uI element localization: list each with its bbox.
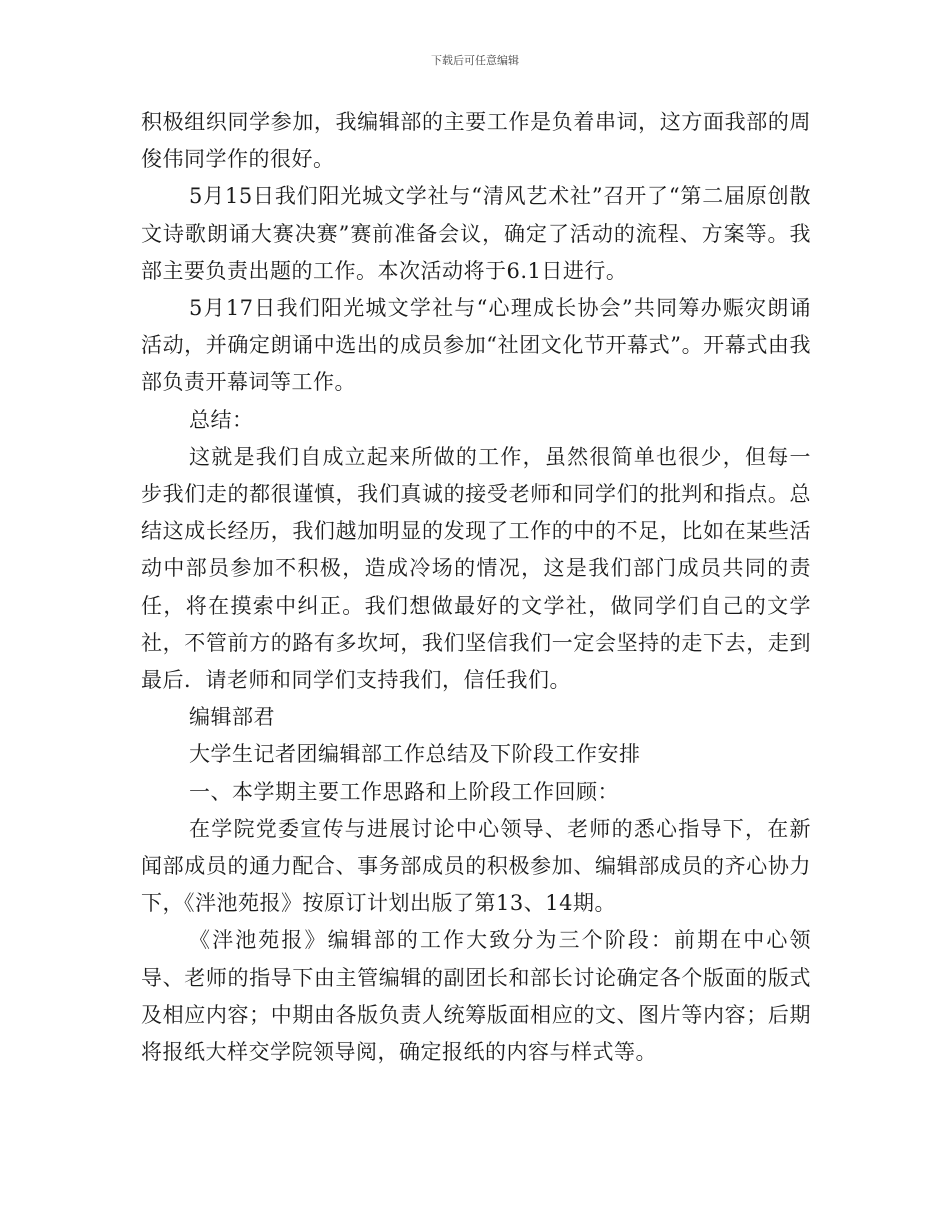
section-title: 大学生记者团编辑部工作总结及下阶段工作安排 (189, 742, 641, 767)
paragraph-summary: 这就是我们自成立起来所做的工作，虽然很简单也很少，但每一步我们走的都很谨慎，我们真诚的接受老师和同学们的批判和指点。总结这成长经历，我们越加明显的发现了工作的中的不足，比如在某些活动中部员参加不积极，造成冷场的情况，这是我们部门成员共同的责任，将在摸索中纠正。我们想做最好的文学社，做同学们自己的文学社，不管前方的路有多坎坷，我们坚信我们一定会坚持的走下去，走到最后．请老师和同学们支持我们，信任我们。 (141, 444, 811, 693)
summary-heading: 总结： (189, 407, 254, 432)
subsection-heading: 一、本学期主要工作思路和上阶段工作回顾： (189, 779, 619, 804)
document-body (141, 104, 811, 1071)
paragraph-continuation: 积极组织同学参加，我编辑部的主要工作是负着串词，这方面我部的周俊伟同学作的很好。 (141, 110, 811, 172)
signature: 编辑部君 (189, 705, 275, 730)
paragraph-guidance: 在学院党委宣传与进展讨论中心领导、老师的悉心指导下，在新闻部成员的通力配合、事务部成员的积极参加、编辑部成员的齐心协力下，《泮池苑报》按原订计划出版了第13、14期。 (141, 816, 811, 916)
paragraph-may15-meeting: 5月15日我们阳光城文学社与“清风艺术社”召开了“第二届原创散文诗歌朗诵大赛决赛”赛前准备会议，确定了活动的流程、方案等。我部主要负责出题的工作。本次活动将于6.1日进行。 (141, 184, 811, 283)
paragraph-may17-event: 5月17日我们阳光城文学社与“心理成长协会”共同筹办赈灾朗诵活动，并确定朗诵中选出的成员参加“社团文化节开幕式”。开幕式由我部负责开幕词等工作。 (141, 296, 811, 395)
page-header: 下载后可任意编辑 (431, 54, 519, 67)
paragraph-work-stages: 《泮池苑报》编辑部的工作大致分为三个阶段：前期在中心领导、老师的指导下由主管编辑的副团长和部长讨论确定各个版面的版式及相应内容；中期由各版负责人统筹版面相应的文、图片等内容；后期将报纸大样交学院领导阅，确定报纸的内容与样式等。 (141, 928, 811, 1065)
